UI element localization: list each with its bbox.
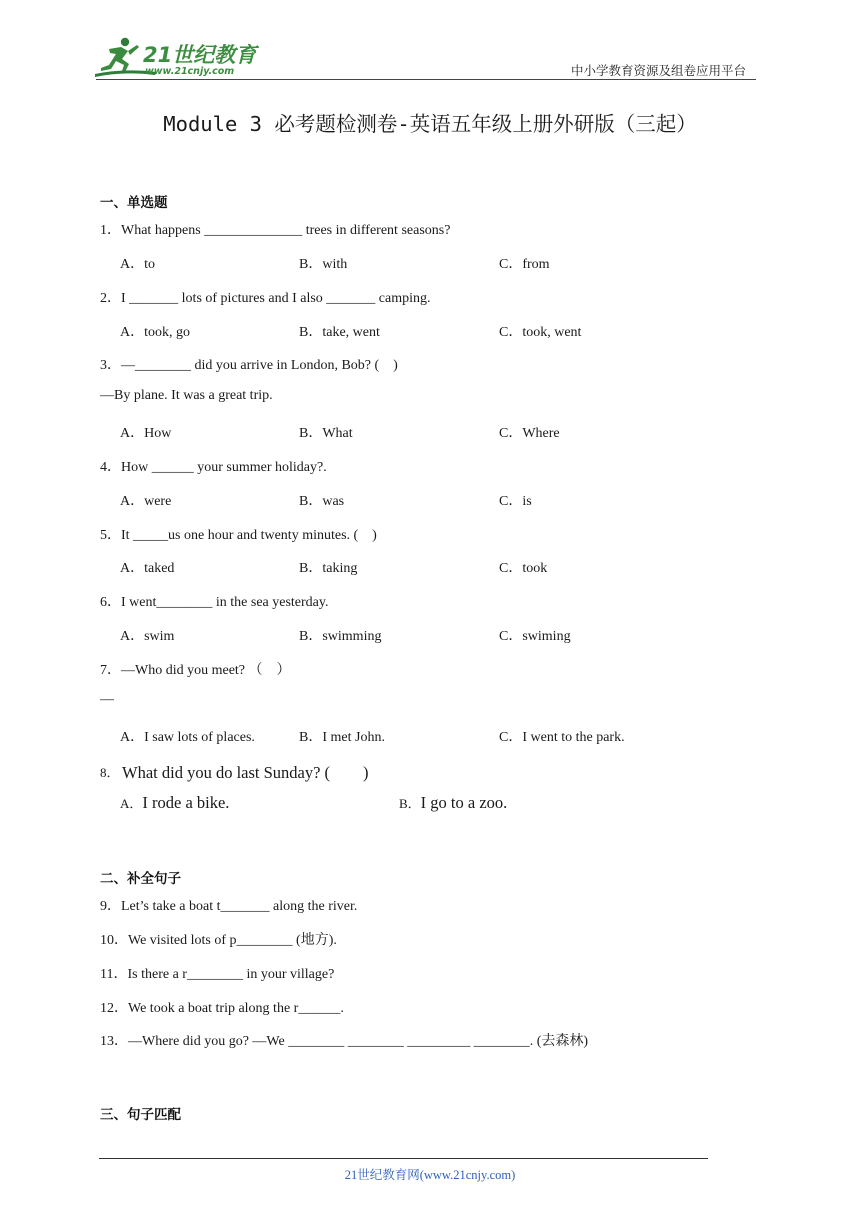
option-6a[interactable]: A．swim xyxy=(120,629,175,644)
question-3-reply: —By plane. It was a great trip. xyxy=(100,388,273,403)
question-7: 7．—Who did you meet? （ ） xyxy=(100,663,291,678)
question-6: 6．I went________ in the sea yesterday. xyxy=(100,595,329,610)
option-2a[interactable]: A．took, go xyxy=(120,325,190,340)
option-1a[interactable]: A．to xyxy=(120,257,155,272)
question-12: 12．We took a boat trip along the r______. xyxy=(100,1001,344,1016)
option-3b[interactable]: B．What xyxy=(299,426,353,441)
question-4: 4．How ______ your summer holiday?. xyxy=(100,460,327,475)
page-title: Module 3 必考题检测卷-英语五年级上册外研版（三起） xyxy=(163,112,697,136)
logo-text: 21世纪教育 xyxy=(143,43,257,67)
option-2c[interactable]: C．took, went xyxy=(499,325,582,340)
option-8b-label: B． xyxy=(399,796,421,811)
option-7a[interactable]: A．I saw lots of places. xyxy=(120,730,255,745)
option-5b[interactable]: B．taking xyxy=(299,561,358,576)
option-5a[interactable]: A．taked xyxy=(120,561,175,576)
option-8b-text: I go to a zoo. xyxy=(420,793,508,812)
header-divider xyxy=(96,79,756,80)
question-13: 13．—Where did you go? —We ________ ________ _________ ________. (去森林) xyxy=(100,1034,589,1049)
question-2: 2．I _______ lots of pictures and I also _______ camping. xyxy=(100,291,431,306)
question-10: 10．We visited lots of p________ (地方). xyxy=(100,933,337,948)
footer-divider xyxy=(99,1158,708,1159)
option-1c[interactable]: C．from xyxy=(499,257,550,272)
option-4a[interactable]: A．were xyxy=(120,494,172,509)
question-8-number: 8． xyxy=(100,765,120,780)
question-5: 5．It _____us one hour and twenty minutes. ( ) xyxy=(100,528,377,543)
section-heading-single-choice: 一、单选题 xyxy=(100,195,168,211)
option-7b[interactable]: B．I met John. xyxy=(299,730,385,745)
option-6b[interactable]: B．swimming xyxy=(299,629,382,644)
question-7-reply: — xyxy=(100,692,114,707)
option-8b[interactable] xyxy=(399,793,507,813)
question-11: 11．Is there a r________ in your village? xyxy=(100,967,335,982)
option-8a[interactable] xyxy=(120,793,229,813)
question-9: 9．Let’s take a boat t_______ along the river. xyxy=(100,899,358,914)
option-8a-text: I rode a bike. xyxy=(142,793,230,812)
logo xyxy=(95,36,265,80)
footer-link[interactable]: 21世纪教育网(www.21cnjy.com) xyxy=(344,1168,516,1182)
option-4b[interactable]: B．was xyxy=(299,494,345,509)
section-heading-sentence-matching: 三、句子匹配 xyxy=(100,1107,181,1123)
option-3a[interactable]: A．How xyxy=(120,426,172,441)
section-heading-complete-sentences: 二、补全句子 xyxy=(100,871,181,887)
question-8: What did you do last Sunday? ( ) xyxy=(122,763,369,782)
option-5c[interactable]: C．took xyxy=(499,561,548,576)
logo-url: www.21cnjy.com xyxy=(145,66,235,77)
question-1: 1．What happens ______________ trees in different seasons? xyxy=(100,223,451,238)
option-4c[interactable]: C．is xyxy=(499,494,532,509)
option-1b[interactable]: B．with xyxy=(299,257,348,272)
platform-name: 中小学教育资源及组卷应用平台 xyxy=(571,63,747,78)
option-2b[interactable]: B．take, went xyxy=(299,325,380,340)
question-3: 3．—________ did you arrive in London, Bob? ( ) xyxy=(100,358,398,373)
option-6c[interactable]: C．swiming xyxy=(499,629,571,644)
option-7c[interactable]: C．I went to the park. xyxy=(499,730,625,745)
option-8a-label: A． xyxy=(120,796,143,811)
option-3c[interactable]: C．Where xyxy=(499,426,560,441)
